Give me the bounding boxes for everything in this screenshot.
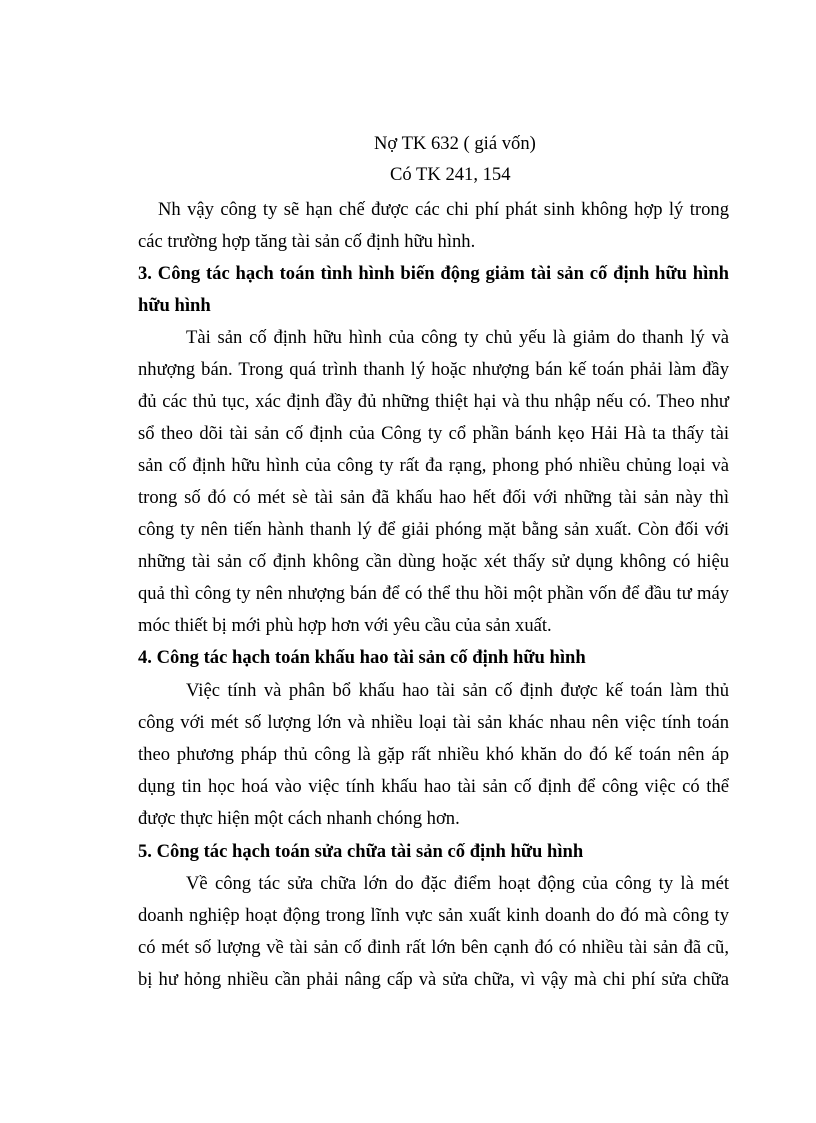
section3-paragraph-line-3: đủ các thủ tục, xác định đầy đủ những thiệt hại và thu nhập nếu có. Theo như bbox=[138, 391, 729, 412]
section3-paragraph-line-8: những tài sản cố định không cần dùng hoặc xét thấy sử dụng không có hiệu bbox=[138, 551, 729, 572]
section4-paragraph-line-1: Việc tính và phân bổ khấu hao tài sản cố định được kế toán làm thủ bbox=[186, 680, 729, 701]
section4-paragraph-line-5: được thực hiện một cách nhanh chóng hơn. bbox=[138, 808, 460, 829]
section3-heading-line-1: 3. Công tác hạch toán tình hình biến động giảm tài sản cố định hữu hình bbox=[138, 263, 729, 284]
section3-paragraph-line-6: trong số đó có mét sè tài sản đã khấu hao hết đối với những tài sản này thì bbox=[138, 487, 729, 508]
section3-paragraph-line-1: Tài sản cố định hữu hình của công ty chủ yếu là giảm do thanh lý và bbox=[186, 327, 729, 348]
section4-paragraph-line-2: công với mét số lượng lớn và nhiều loại tài sản khác nhau nên việc tính toán bbox=[138, 712, 729, 733]
section5-heading: 5. Công tác hạch toán sửa chữa tài sản cố định hữu hình bbox=[138, 841, 584, 862]
section5-paragraph-line-2: doanh nghiệp hoạt động trong lĩnh vực sản xuất kinh doanh do đó mà công ty bbox=[138, 905, 729, 926]
debit-entry: Nợ TK 632 ( giá vốn) bbox=[374, 133, 536, 154]
credit-entry: Có TK 241, 154 bbox=[390, 164, 511, 185]
section3-paragraph-line-4: sổ theo dõi tài sản cố định của Công ty cổ phần bánh kẹo Hải Hà ta thấy tài bbox=[138, 423, 729, 444]
intro-line-1: Nh vậy công ty sẽ hạn chế được các chi phí phát sinh không hợp lý trong bbox=[158, 199, 729, 220]
section4-heading: 4. Công tác hạch toán khấu hao tài sản cố định hữu hình bbox=[138, 647, 586, 668]
intro-line-2: các trường hợp tăng tài sản cố định hữu hình. bbox=[138, 231, 476, 252]
section3-paragraph-line-2: nhượng bán. Trong quá trình thanh lý hoặc nhượng bán kế toán phải làm đầy bbox=[138, 359, 729, 380]
section4-paragraph-line-4: dụng tin học hoá vào việc tính khấu hao tài sản cố định để công việc có thể bbox=[138, 776, 729, 797]
section5-paragraph-line-3: có mét số lượng về tài sản cố đinh rất lớn bên cạnh đó có nhiều tài sản đã cũ, bbox=[138, 937, 729, 958]
section4-paragraph-line-3: theo phương pháp thủ công là gặp rất nhiều khó khăn do đó kế toán nên áp bbox=[138, 744, 729, 765]
section5-paragraph-line-1: Về công tác sửa chữa lớn do đặc điểm hoạt động của công ty là mét bbox=[186, 873, 729, 894]
section3-heading-line-2: hữu hình bbox=[138, 295, 211, 316]
section3-paragraph-line-7: công ty nên tiến hành thanh lý để giải phóng mặt bằng sản xuất. Còn đối với bbox=[138, 519, 729, 540]
section5-paragraph-line-4: bị hư hỏng nhiều cần phải nâng cấp và sửa chữa, vì vậy mà chi phí sửa chữa bbox=[138, 969, 729, 990]
section3-paragraph-line-9: quả thì công ty nên nhượng bán để có thể thu hồi một phần vốn để đầu tư máy bbox=[138, 583, 729, 604]
section3-paragraph-line-5: sản cố định hữu hình của công ty rất đa rạng, phong phó nhiều chủng loại và bbox=[138, 455, 729, 476]
section3-paragraph-line-10: móc thiết bị mới phù hợp hơn với yêu cầu của sản xuất. bbox=[138, 615, 552, 636]
